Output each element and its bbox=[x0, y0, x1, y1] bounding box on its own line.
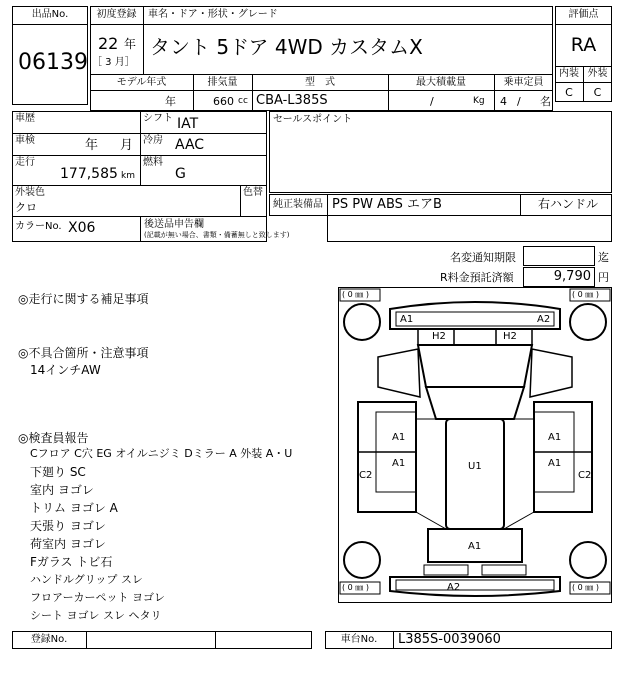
inspection-year: 年 bbox=[85, 138, 99, 153]
grade-label: 評価点 bbox=[568, 9, 599, 20]
inspector-title: ◎検査員報告 bbox=[18, 431, 89, 445]
fuel-label: 燃料 bbox=[143, 157, 163, 168]
inspection-month: 月 bbox=[120, 138, 134, 153]
mark-back-door: A1 bbox=[468, 541, 482, 552]
inspector-line: 天張り ヨゴレ bbox=[30, 519, 106, 533]
inspector-line: フロアーカーペット ヨゴレ bbox=[30, 591, 165, 604]
type-label: 型 式 bbox=[305, 77, 335, 88]
mark-headlight-right: H2 bbox=[503, 331, 517, 342]
year-unit: 年 bbox=[124, 37, 137, 51]
first-reg-year: 22 bbox=[98, 34, 119, 53]
tire-label-rear-right: ( 0 ㎜ ) bbox=[572, 583, 599, 592]
displacement-unit: cc bbox=[238, 96, 248, 106]
max-load-value: / bbox=[430, 95, 434, 108]
max-load-label: 最大積載量 bbox=[416, 77, 466, 88]
mark-left-side: C2 bbox=[359, 470, 373, 481]
name-change-box bbox=[523, 246, 595, 266]
inspector-line: 室内 ヨゴレ bbox=[30, 483, 94, 497]
interior-grade: C bbox=[565, 86, 573, 99]
model-type: CBA-L385S bbox=[256, 93, 328, 108]
chassis-label: 車台No. bbox=[340, 634, 378, 645]
car-name-label: 車名・ドア・形状・グレード bbox=[148, 9, 278, 20]
grade: RA bbox=[570, 34, 597, 56]
color-change-label: 色替 bbox=[243, 187, 263, 198]
model-year-label: モデル年式 bbox=[116, 77, 167, 88]
name-change-unit: 迄 bbox=[598, 251, 609, 264]
exterior-label: 外装 bbox=[587, 68, 608, 79]
model-year-value: 年 bbox=[165, 95, 176, 108]
chassis-no: L385S-0039060 bbox=[398, 632, 501, 647]
inspector-line: シート ヨゴレ スレ ヘタリ bbox=[30, 609, 162, 622]
driving-title: ◎走行に関する補足事項 bbox=[18, 292, 149, 306]
inspector-line: ハンドルグリップ スレ bbox=[30, 573, 143, 586]
defects-title: ◎不具合箇所・注意事項 bbox=[18, 346, 149, 360]
ac: AAC bbox=[175, 137, 205, 153]
car-name: タント 5ドア 4WD カスタムX bbox=[150, 35, 423, 59]
tire-label-front-left: ( 0 ㎜ ) bbox=[342, 290, 369, 299]
capacity-sep: / bbox=[517, 95, 521, 108]
handle: 右ハンドル bbox=[538, 197, 599, 211]
equipment-label: 純正装備品 bbox=[273, 199, 323, 210]
inspector-line: Fガラス トビ石 bbox=[30, 555, 113, 569]
exhibit-no: 06139 bbox=[18, 50, 88, 75]
car-damage-diagram bbox=[338, 287, 612, 603]
interior-label: 内装 bbox=[559, 68, 579, 79]
inspector-line: 荷室内 ヨゴレ bbox=[30, 537, 106, 551]
capacity: 4 bbox=[500, 95, 507, 108]
defect-line: 14インチAW bbox=[30, 363, 101, 377]
mark-front-bumper-left: A1 bbox=[400, 314, 414, 325]
mark-right-rear-door: A1 bbox=[548, 458, 562, 469]
color-no-label: カラーNo. bbox=[15, 221, 62, 232]
mileage: 177,585 bbox=[60, 166, 118, 182]
inspector-line: Cフロア C穴 EG オイルニジミ Dミラー A 外装 A・U bbox=[30, 447, 293, 460]
exhibit-no-label: 出品No. bbox=[31, 9, 69, 20]
first-reg-label: 初度登録 bbox=[96, 9, 137, 20]
ext-color: クロ bbox=[15, 201, 37, 214]
capacity-label: 乗車定員 bbox=[503, 77, 544, 88]
displacement: 660 bbox=[213, 95, 234, 108]
aftermarket-label: 後送品申告欄 bbox=[144, 219, 204, 230]
recycle-unit: 円 bbox=[598, 271, 609, 284]
inspector-line: 下廻り SC bbox=[30, 465, 86, 479]
mark-headlight-left: H2 bbox=[432, 331, 446, 342]
tire-label-rear-left: ( 0 ㎜ ) bbox=[342, 583, 369, 592]
ext-color-label: 外装色 bbox=[15, 187, 45, 198]
mark-front-bumper-right: A2 bbox=[537, 314, 551, 325]
displacement-label: 排気量 bbox=[207, 77, 238, 88]
ac-label: 冷房 bbox=[143, 135, 163, 146]
mark-rear-bumper: A2 bbox=[447, 582, 461, 593]
inspector-line: トリム ヨゴレ A bbox=[30, 501, 118, 515]
mileage-label: 走行 bbox=[15, 157, 35, 168]
aftermarket-box bbox=[327, 216, 612, 242]
mark-left-front-door: A1 bbox=[392, 432, 406, 443]
sales-label: セールスポイント bbox=[273, 114, 353, 125]
color-no: X06 bbox=[68, 220, 96, 236]
tire-label-front-right: ( 0 ㎜ ) bbox=[572, 290, 599, 299]
mark-roof: U1 bbox=[468, 461, 482, 472]
mark-right-side: C2 bbox=[578, 470, 592, 481]
aftermarket-note: (記載が無い場合、書類・備蓄無しと致します) bbox=[144, 231, 290, 239]
equipment: PS PW ABS エアB bbox=[332, 197, 442, 212]
capacity-unit: 名 bbox=[540, 95, 551, 108]
mileage-unit: km bbox=[121, 171, 135, 181]
mark-right-front-door: A1 bbox=[548, 432, 562, 443]
max-load-unit: Kg bbox=[473, 96, 485, 106]
shift: IAT bbox=[177, 116, 199, 132]
exterior-grade: C bbox=[593, 86, 602, 99]
inspection-label: 車検 bbox=[15, 135, 35, 146]
fuel: G bbox=[175, 166, 186, 182]
recycle-value: 9,790 bbox=[553, 269, 591, 284]
mark-left-rear-door: A1 bbox=[392, 458, 406, 469]
reg-no-label: 登録No. bbox=[30, 634, 68, 645]
first-reg-month: ［ 3 月］ bbox=[92, 57, 135, 68]
name-change-label: 名変通知期限 bbox=[450, 251, 516, 264]
shift-label: シフト bbox=[143, 113, 173, 124]
history-label: 車歴 bbox=[15, 113, 35, 124]
recycle-label: R料金預託済額 bbox=[440, 271, 514, 284]
